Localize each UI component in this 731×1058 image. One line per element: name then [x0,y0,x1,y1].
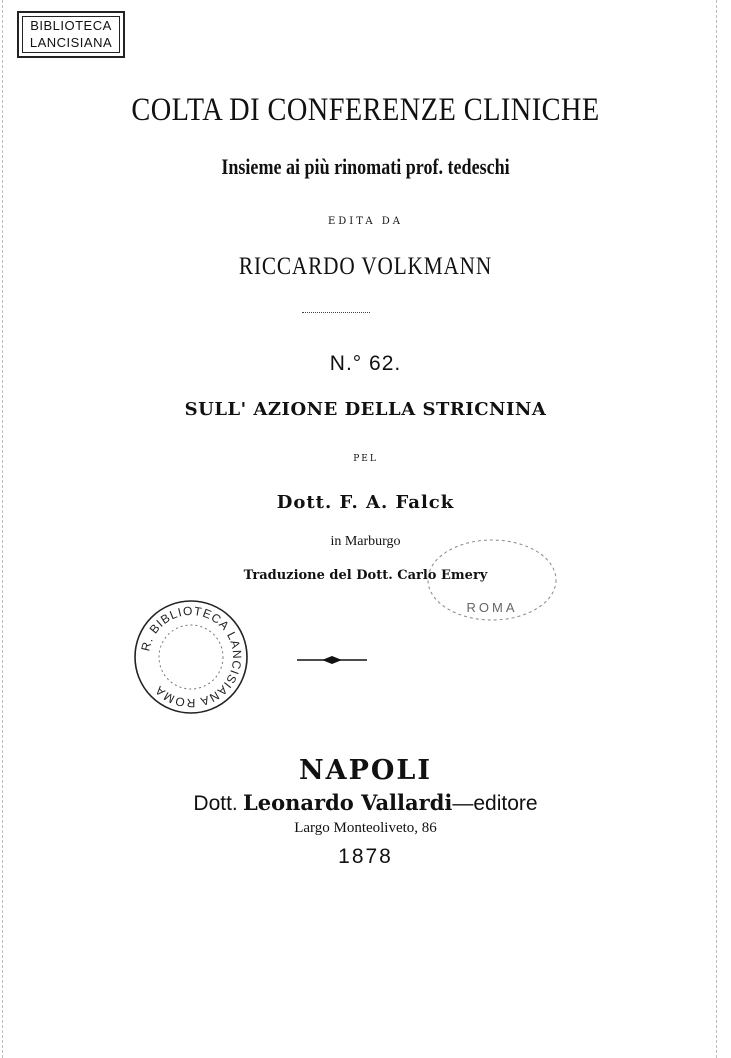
left-page-edge [2,0,3,1058]
library-stamp [17,11,125,58]
series-title: COLTA DI CONFERENZE CLINICHE [131,92,600,128]
author: Dott. F. A. Falck [276,492,455,513]
translation-credit: Traduzione del Dott. Carlo Emery [243,568,488,583]
faint-stamp-text: ROMA [466,600,518,615]
publisher-suffix: —editore [452,792,538,815]
issue-number: N.° 62. [329,352,402,375]
svg-text:R. BIBLIOTECA LANCISIANA ROMA [138,604,244,710]
dotted-divider [302,312,370,313]
by-label: PEL [353,454,378,464]
subtitle: Insieme ai più rinomati prof. tedeschi [221,154,510,179]
work-title: SULL' AZIONE DELLA STRICNINA [184,399,547,420]
imprint-city: NAPOLI [298,755,433,786]
publisher-prefix: Dott. [193,792,238,815]
library-stamp-line1: BIBLIOTECA [30,18,112,33]
round-stamp-text: R. BIBLIOTECA LANCISIANA ROMA [138,603,245,711]
edited-by-label: EDITA DA [327,216,404,227]
library-stamp-line2: LANCISIANA [29,35,113,50]
ornament-rule [296,654,368,666]
right-page-edge [716,0,717,1058]
imprint-publisher [0,790,731,816]
author-location: in Marburgo [330,534,401,549]
publisher-name: Leonardo Vallardi [243,790,453,815]
faint-library-stamp [425,538,560,623]
editor-name: RICCARDO VOLKMANN [238,253,493,280]
imprint-address: Largo Monteoliveto, 86 [294,820,437,836]
round-library-stamp [132,598,250,716]
imprint-year: 1878 [338,845,393,868]
